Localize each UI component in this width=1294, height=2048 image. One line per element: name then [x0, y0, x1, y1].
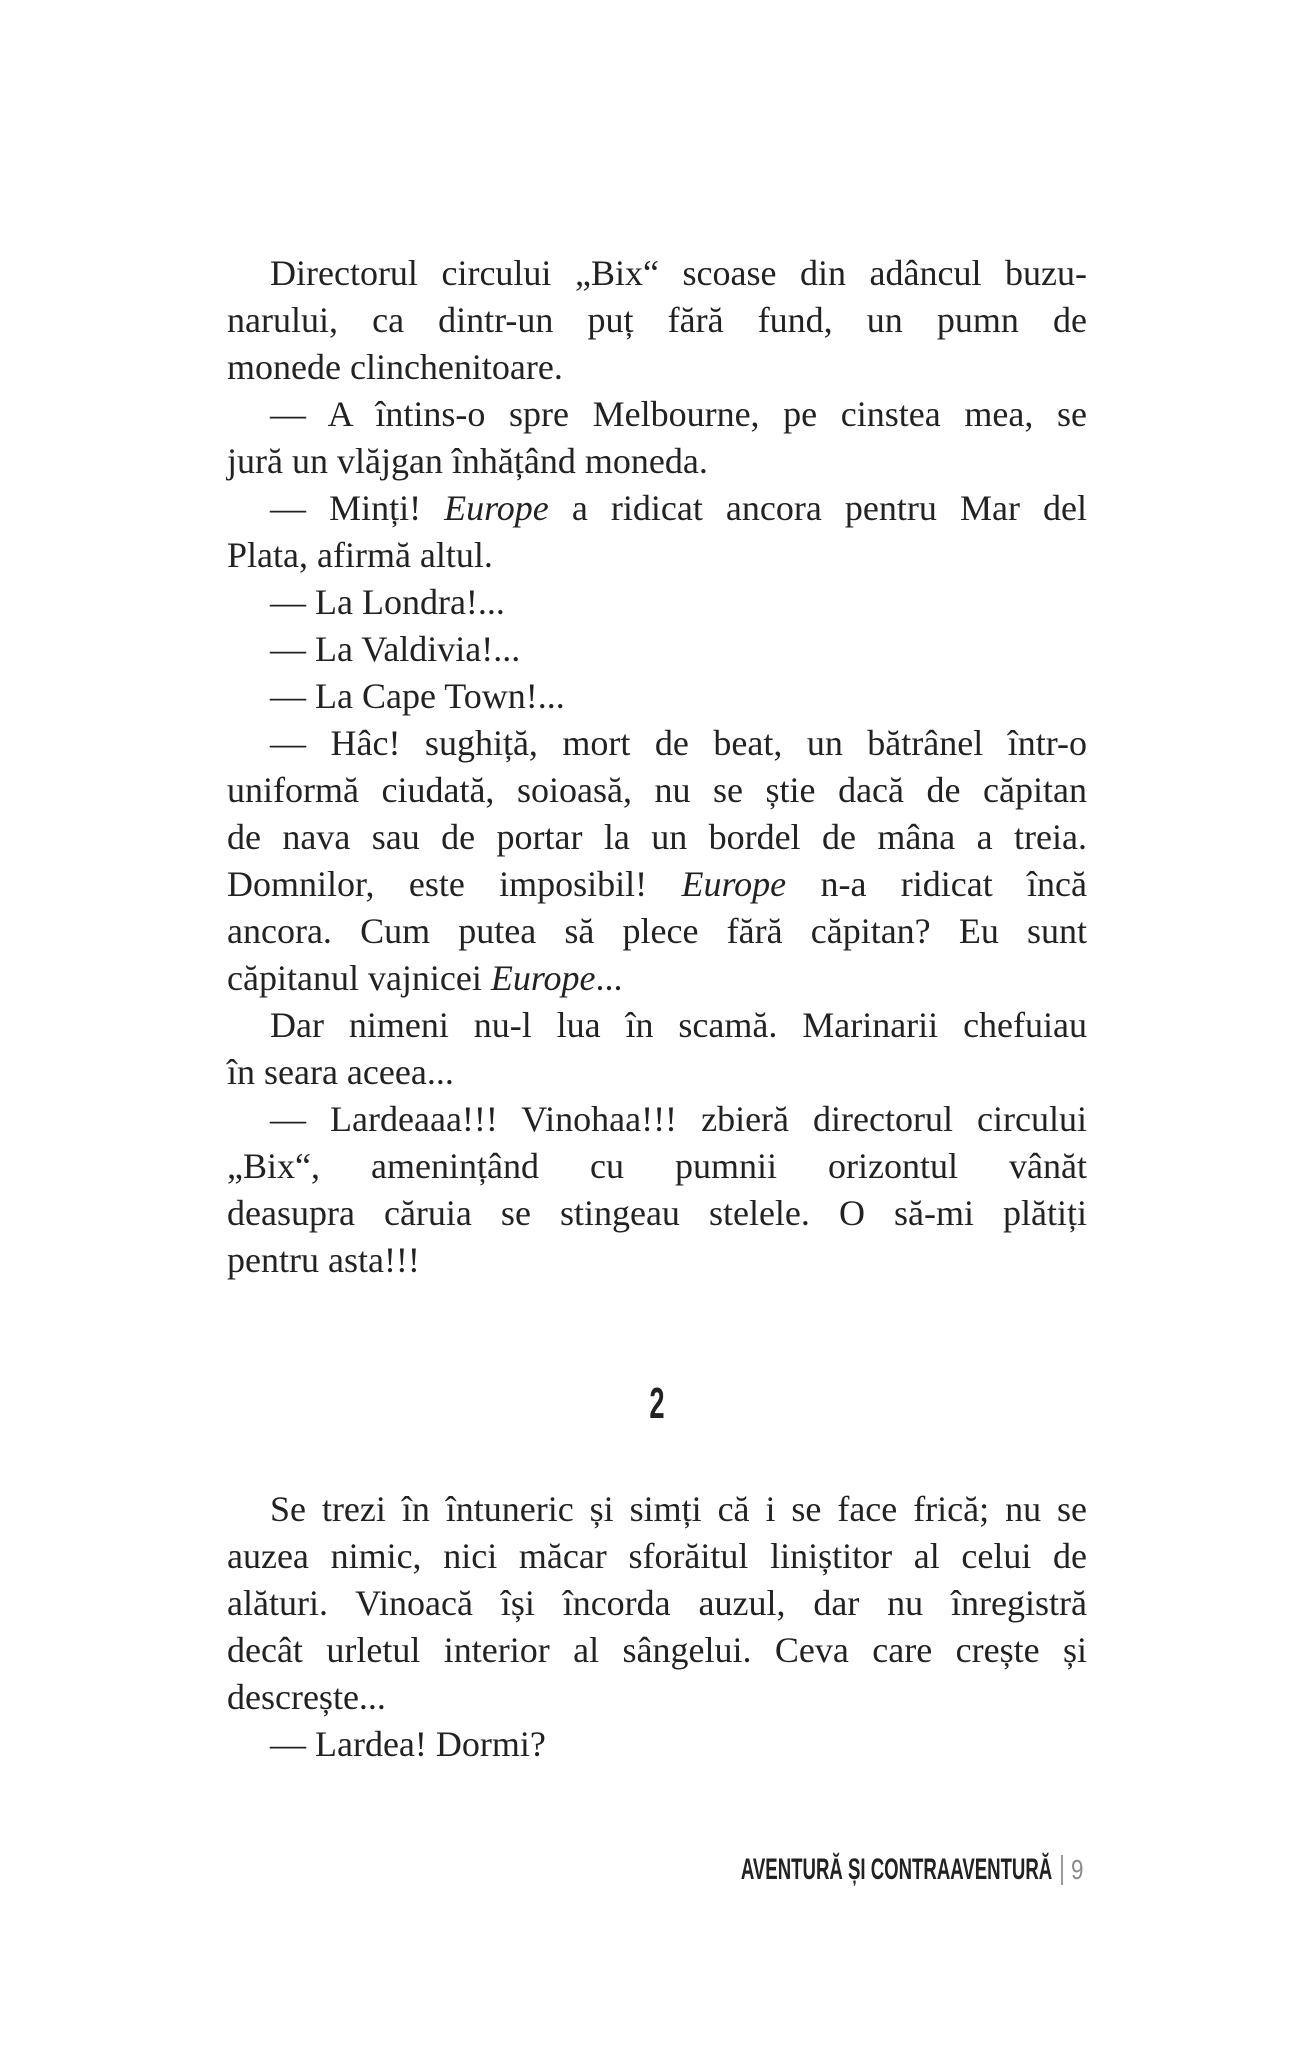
text-line: [270, 485, 1087, 532]
text-line: Se trezi în întuneric și simți că i se face frică; nu se: [270, 1489, 1087, 1529]
text-line: deasupra căruia se stingeau stelele. O să-mi plătiți: [227, 1193, 1087, 1233]
running-title: AVENTURĂ ȘI CONTRAAVENTURĂ: [741, 1853, 1053, 1886]
page-footer: [550, 1852, 1087, 1888]
text-line: uniformă ciudată, soioasă, nu se știe dacă de căpitan: [227, 770, 1087, 810]
text-line: decât urletul interior al sângelui. Ceva care crește și: [227, 1630, 1087, 1670]
ship-name-italic: Europe: [444, 488, 549, 528]
text-line: în seara aceea...: [227, 1052, 454, 1092]
text-line: alături. Vinoacă își încorda auzul, dar nu înregistră: [227, 1583, 1087, 1623]
text-line: „Bix“, amenințând cu pumnii orizontul vânăt: [227, 1146, 1087, 1186]
text-run: n-a ridicat încă: [786, 864, 1087, 904]
text-line: monede clinchenitoare.: [227, 347, 563, 387]
text-run: Domnilor, este imposibil!: [227, 864, 682, 904]
text-line: pentru asta!!!: [227, 1240, 420, 1280]
text-run: căpitanul vajnicei: [227, 958, 491, 998]
ship-name-italic: Europe: [490, 958, 596, 998]
text-run: a ridicat ancora pentru Mar del: [548, 488, 1087, 528]
text-run: — Minți!: [270, 488, 445, 528]
text-line: — Hâc! sughiță, mort de beat, un bătrânel într-o: [270, 723, 1087, 763]
chapter-number: 2: [649, 1379, 665, 1428]
text-line: Dar nimeni nu-l lua în scamă. Marinarii chefuiau: [270, 1005, 1087, 1045]
text-line: Directorul circului „Bix“ scoase din adâncul buzu-: [270, 253, 1087, 293]
text-line: de nava sau de portar la un bordel de mâna a treia.: [227, 817, 1087, 857]
text-line: [227, 955, 1087, 1002]
page-number: 9: [1071, 1854, 1084, 1885]
text-run: ...: [595, 958, 623, 998]
text-line: — Lardeaaa!!! Vinohaa!!! zbieră directorul circului: [270, 1099, 1087, 1139]
text-line: ancora. Cum putea să plece fără căpitan? Eu sunt: [227, 911, 1087, 951]
ship-name-italic: Europe: [681, 864, 787, 904]
text-line: descrește...: [227, 1677, 386, 1717]
text-line: — A întins-o spre Melbourne, pe cinstea mea, se: [270, 394, 1087, 434]
text-line: — La Cape Town!...: [270, 676, 565, 716]
text-line: auzea nimic, nici măcar sforăitul liniștitor al celui de: [227, 1536, 1087, 1576]
text-line: — La Londra!...: [270, 582, 505, 622]
text-line: — Lardea! Dormi?: [270, 1724, 546, 1764]
text-line: Plata, afirmă altul.: [227, 535, 493, 575]
text-line: — La Valdivia!...: [270, 629, 521, 669]
footer-divider: [1061, 1855, 1063, 1885]
text-line: [227, 861, 1087, 908]
text-line: jură un vlăjgan înhățând moneda.: [227, 441, 708, 481]
text-line: narului, ca dintr-un puț fără fund, un pumn de: [227, 300, 1087, 340]
